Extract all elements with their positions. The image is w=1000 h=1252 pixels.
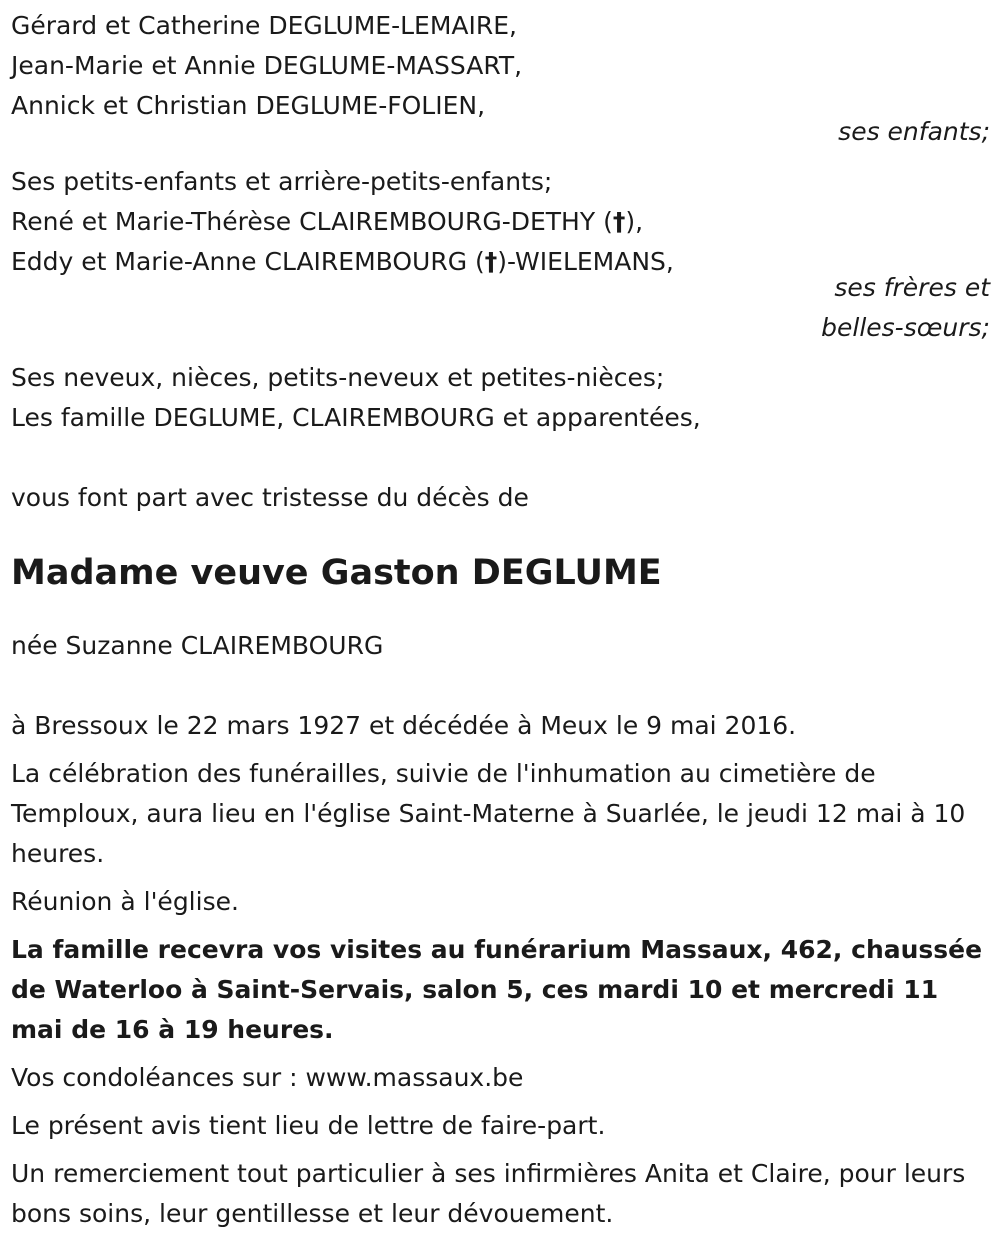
announcement: vous font part avec tristesse du décès de: [11, 483, 529, 512]
thanks-paragraph: Un remerciement tout particulier à ses infirmières Anita et Claire, pour leurs bons soins, leur gentillesse et leur dévouement.: [11, 1159, 966, 1228]
child-line-3: Annick et Christian DEGLUME-FOLIEN,: [11, 91, 486, 120]
notice-paragraph: Le présent avis tient lieu de lettre de faire-part.: [11, 1111, 606, 1140]
siblings-role: ses frères et belles-sœurs;: [821, 273, 990, 342]
born-died-paragraph: à Bressoux le 22 mars 1927 et décédée à Meux le 9 mai 2016.: [11, 711, 797, 740]
sibling-line-2-end: )-WIELEMANS,: [497, 247, 674, 276]
child-line-2: Jean-Marie et Annie DEGLUME-MASSART,: [11, 51, 523, 80]
sibling-line-1-text: René et Marie-Thérèse CLAIREMBOURG-DETHY (: [11, 207, 613, 236]
deceased-name: Madame veuve Gaston DEGLUME: [11, 553, 662, 593]
child-line-1: Gérard et Catherine DEGLUME-LEMAIRE,: [11, 11, 518, 40]
relatives-block: [11, 358, 990, 438]
cross-icon: †: [484, 247, 498, 276]
children-role: ses enfants;: [838, 117, 990, 146]
relatives-line-2: Les famille DEGLUME, CLAIREMBOURG et apparentées,: [11, 403, 701, 432]
maiden-name: née Suzanne CLAIREMBOURG: [11, 631, 384, 660]
sibling-line-1: [11, 202, 990, 242]
children-block: [11, 6, 990, 152]
sibling-line-1-end: ),: [625, 207, 644, 236]
cross-icon: †: [612, 207, 626, 236]
meeting-paragraph: Réunion à l'église.: [11, 887, 239, 916]
relatives-line-1: Ses neveux, nièces, petits-neveux et petites-nièces;: [11, 363, 665, 392]
visits-paragraph: La famille recevra vos visites au funérarium Massaux, 462, chaussée de Waterloo à Saint-Servais, salon 5, ces mardi 10 et mercredi 11 mai de 16 à 19 heures.: [11, 935, 983, 1044]
grandchildren-line: Ses petits-enfants et arrière-petits-enfants;: [11, 167, 553, 196]
sibling-line-2-text: Eddy et Marie-Anne CLAIREMBOURG (: [11, 247, 485, 276]
condolences-paragraph: Vos condoléances sur : www.massaux.be: [11, 1063, 524, 1092]
siblings-block: [11, 162, 990, 348]
funeral-paragraph: La célébration des funérailles, suivie de l'inhumation au cimetière de Temploux, aura lieu en l'église Saint-Materne à Suarlée, le jeudi 12 mai à 10 heures.: [11, 759, 966, 868]
